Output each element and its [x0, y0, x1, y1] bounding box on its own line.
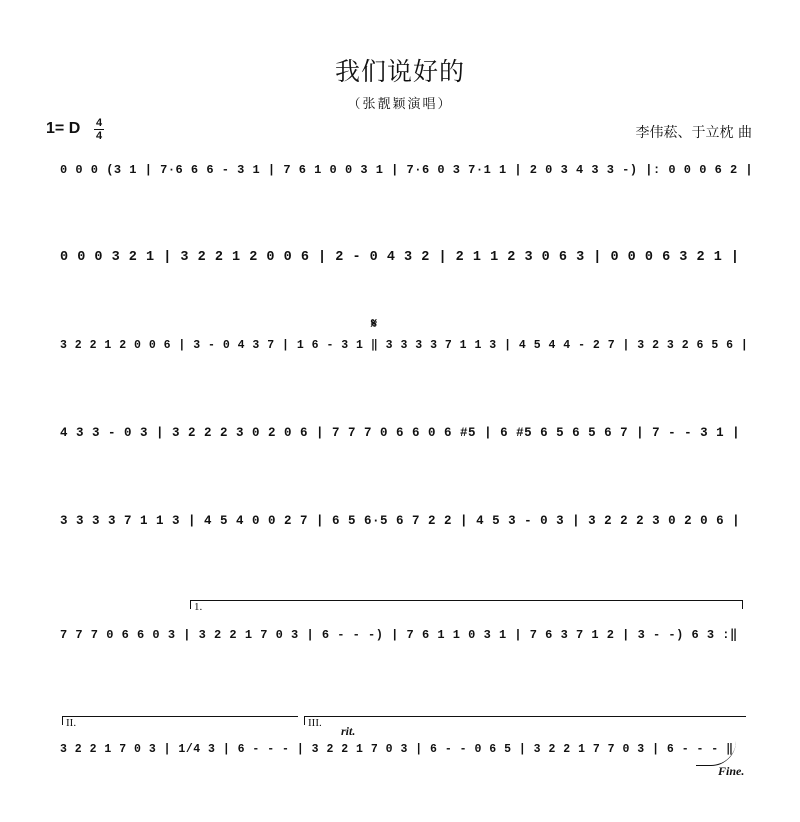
- stave-5: [60, 514, 760, 550]
- volta-bracket-3: [304, 716, 746, 729]
- segno-icon: 𝄋: [371, 316, 378, 332]
- volta-bracket-2: [62, 716, 298, 729]
- stave-3: [60, 337, 760, 373]
- song-title: 我们说好的: [334, 57, 465, 86]
- stave-2: [60, 250, 760, 286]
- ritardando-marking: rit.: [341, 724, 356, 738]
- stave-6-notes: 7 7 7 0 6 6 0 3 | 3 2 2 1 7 0 3 | 6 - - -) | 7 6 1 1 0 3 1 | 7 6 3 7 1 2 | 3 - -) 6 3 :‖: [60, 628, 738, 642]
- stave-6: [60, 627, 760, 663]
- stave-1: [60, 163, 760, 199]
- stave-7: [60, 741, 760, 777]
- stave-1-notes: 0 0 0 (3 1 | 7·6 6 6 - 3 1 | 7 6 1 0 0 3 1 | 7·6 0 3 7·1 1 | 2 0 3 4 3 3 -) |: 0 0 0 6 2 |: [60, 163, 754, 177]
- stave-4-notes: 4 3 3 - 0 3 | 3 2 2 2 3 0 2 0 6 | 7 7 7 0 6 6 0 6 #5 | 6 #5 6 5 6 5 6 7 | 7 - - 3 1 |: [60, 426, 741, 440]
- stave-5-notes: 3 3 3 3 7 1 1 3 | 4 5 4 0 0 2 7 | 6 5 6·5 6 7 2 2 | 4 5 3 - 0 3 | 3 2 2 2 3 0 2 0 6 |: [60, 514, 741, 528]
- time-signature-bottom: 4: [95, 130, 103, 142]
- key-signature: 1= D: [46, 120, 81, 137]
- stave-4: [60, 426, 760, 462]
- stave-7-notes: 3 2 2 1 7 0 3 | 1/4 3 | 6 - - - | 3 2 2 1 7 0 3 | 6 - - 0 6 5 | 3 2 2 1 7 7 0 3 | 6 - - - ‖: [60, 743, 734, 756]
- volta-3-label: III.: [308, 717, 322, 729]
- time-signature: [93, 117, 105, 142]
- time-signature-top: 4: [95, 117, 103, 129]
- stave-3-notes: 3 2 2 1 2 0 0 6 | 3 - 0 4 3 7 | 1 6 - 3 1 ‖ 3 3 3 3 7 1 1 3 | 4 5 4 4 - 2 7 | 3 2 3 2 6 5 6 |: [60, 339, 749, 352]
- performer-note: （张靓颖演唱）: [347, 97, 453, 112]
- fine-marking: Fine.: [718, 764, 745, 778]
- volta-bracket-1: [190, 600, 743, 613]
- volta-1-label: 1.: [194, 601, 203, 613]
- stave-2-notes: 0 0 0 3 2 1 | 3 2 2 1 2 0 0 6 | 2 - 0 4 3 2 | 2 1 1 2 3 0 6 3 | 0 0 0 6 3 2 1 |: [60, 250, 740, 265]
- volta-2-label: II.: [66, 717, 77, 729]
- composer-credit: 李伟菘、于立枕 曲: [635, 125, 752, 141]
